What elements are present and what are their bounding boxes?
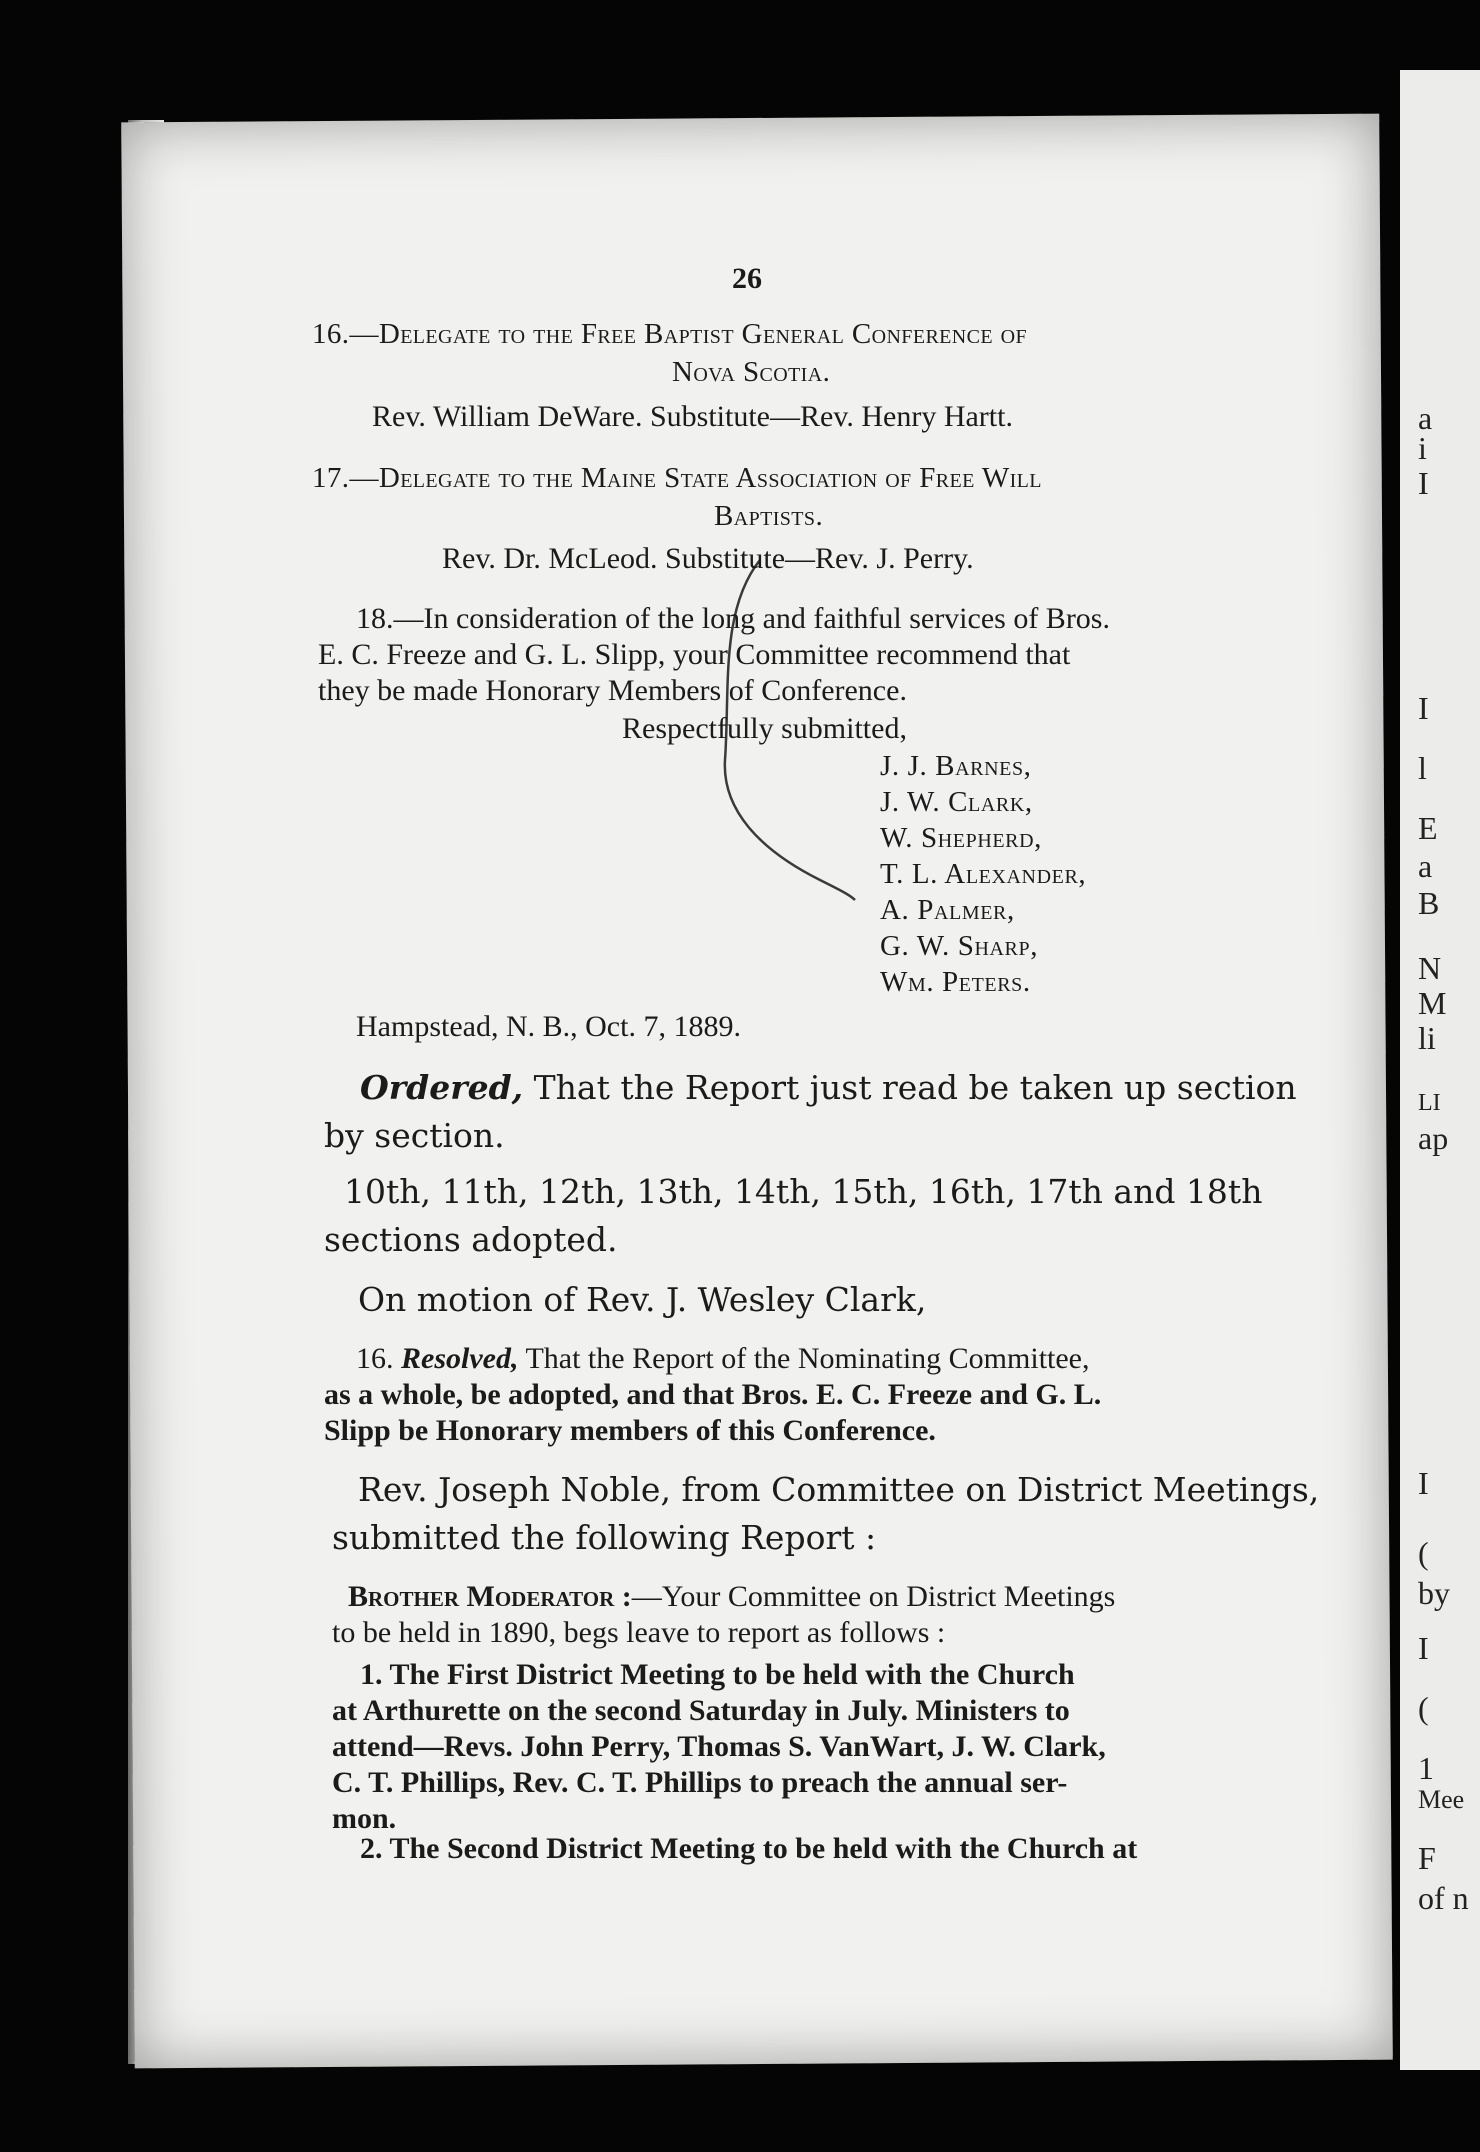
facing-page-fragment: N [1418,950,1442,986]
signatory: J. W. Clark, [880,786,1033,818]
facing-page-fragment: B [1418,885,1440,921]
place-date: Hampstead, N. B., Oct. 7, 1889. [356,1010,741,1043]
resolved-text: That the Report of the Nominating Committee, [525,1342,1090,1375]
section-16-heading: 16.—Delegate to the Free Baptist General Conference of [312,318,1028,350]
facing-page-edge [1400,70,1480,2070]
facing-page-fragment: i [1418,430,1427,466]
meeting-1-line: attend—Revs. John Perry, Thomas S. VanWart, J. W. Clark, [332,1730,1106,1763]
adopted-line-2: sections adopted. [324,1220,618,1259]
signatory: T. L. Alexander, [880,858,1087,890]
section-18-line: E. C. Freeze and G. L. Slipp, your Committee recommend that [318,638,1071,671]
facing-page-fragment: I [1418,465,1429,501]
facing-page-fragment: I [1418,1465,1429,1501]
section-16-delegates: Rev. William DeWare. Substitute—Rev. Henry Hartt. [372,400,1013,433]
facing-page-fragment: LI [1418,1090,1441,1116]
facing-page-fragment: Mee [1418,1785,1465,1814]
facing-page-fragment: of n [1418,1880,1469,1916]
facing-page-fragment: a [1418,848,1433,884]
meeting-2-line: 2. The Second District Meeting to be held with the Church at [360,1832,1138,1865]
resolved-number: 16. [356,1342,394,1375]
facing-page-fragment: li [1418,1020,1436,1056]
meeting-1-line: mon. [332,1802,397,1835]
noble-line: Rev. Joseph Noble, from Committee on District Meetings, [358,1470,1320,1509]
facing-page-fragment: by [1418,1575,1450,1611]
facing-page-fragment: 1 [1418,1750,1434,1786]
ordered-line [360,1068,1297,1107]
section-16-heading-cont: Nova Scotia. [672,356,831,388]
moderator-line-2: to be held in 1890, begs leave to report as follows : [332,1616,946,1649]
page-number: 26 [732,262,762,295]
facing-page-fragment: M [1418,985,1447,1021]
noble-line-2: submitted the following Report : [332,1518,877,1557]
facing-page-fragment: ap [1418,1120,1449,1156]
meeting-1-line: C. T. Phillips, Rev. C. T. Phillips to preach the annual ser- [332,1766,1068,1799]
signatory: W. Shepherd, [880,822,1043,854]
facing-page-fragment: ( [1418,1535,1429,1571]
signatory: J. J. Barnes, [880,750,1032,782]
meeting-1-line: 1. The First District Meeting to be held with the Church [360,1658,1075,1691]
facing-page-fragment: I [1418,690,1429,726]
motion-line: On motion of Rev. J. Wesley Clark, [358,1280,927,1319]
resolved-keyword: Resolved, [401,1342,519,1375]
signatory: Wm. Peters. [880,966,1031,998]
resolved-line-3: Slipp be Honorary members of this Conference. [324,1414,936,1447]
moderator-text: —Your Committee on District Meetings [631,1580,1116,1613]
ordered-line-2: by section. [324,1116,505,1155]
section-17-delegates: Rev. Dr. McLeod. Substitute—Rev. J. Perry. [442,542,974,575]
facing-page-fragment: l [1418,750,1427,786]
signatory: G. W. Sharp, [880,930,1039,962]
signatory: A. Palmer, [880,894,1015,926]
facing-page-fragment: F [1418,1840,1436,1876]
ordered-text: That the Report just read be taken up section [533,1068,1297,1107]
facing-page-fragment: E [1418,810,1438,846]
section-17-heading-cont: Baptists. [714,500,824,532]
resolved-line [356,1342,1090,1376]
meeting-1-line: at Arthurette on the second Saturday in July. Ministers to [332,1694,1070,1727]
closing-line: Respectfully submitted, [622,712,907,745]
facing-page-fragment: I [1418,1630,1429,1666]
section-18-line: 18.—In consideration of the long and faithful services of Bros. [356,602,1110,635]
moderator-salutation: Brother Moderator : [348,1580,632,1613]
adopted-line: 10th, 11th, 12th, 13th, 14th, 15th, 16th, 17th and 18th [344,1172,1263,1211]
section-18-line: they be made Honorary Members of Conference. [318,674,907,707]
resolved-line-2: as a whole, be adopted, and that Bros. E. C. Freeze and G. L. [324,1378,1102,1411]
section-17-heading: 17.—Delegate to the Maine State Association of Free Will [312,462,1042,494]
facing-page-fragment: a [1418,400,1433,436]
ordered-keyword: Ordered, [360,1068,524,1107]
facing-page-fragment: ( [1418,1690,1429,1726]
moderator-line [348,1580,1115,1614]
